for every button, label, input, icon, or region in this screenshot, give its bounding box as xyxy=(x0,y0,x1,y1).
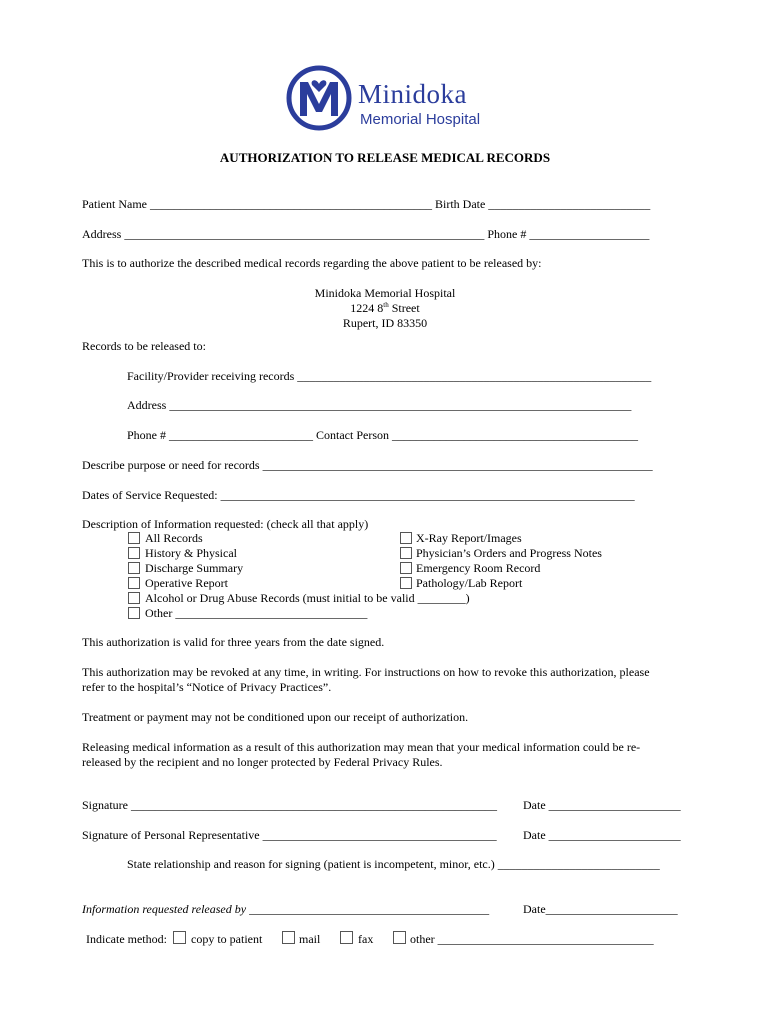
facility-address-field[interactable]: Address _____________________________________________________________________________ xyxy=(127,398,632,412)
checkbox-emergency-room[interactable] xyxy=(400,562,412,574)
revoke-text-line1: This authorization may be revoked at any time, in writing. For instructions on how to revoke this authorization, please xyxy=(82,665,650,679)
purpose-field[interactable]: Describe purpose or need for records _________________________________________________________________ xyxy=(82,458,653,472)
logo-subtitle: Memorial Hospital xyxy=(360,111,481,128)
logo-mark-icon xyxy=(286,64,354,132)
checkbox-other[interactable] xyxy=(128,607,140,619)
released-to-label: Records to be released to: xyxy=(82,339,206,353)
dates-of-service-field[interactable]: Dates of Service Requested: _____________________________________________________________________ xyxy=(82,488,635,502)
checkbox-xray[interactable] xyxy=(400,532,412,544)
checklist-label: Alcohol or Drug Abuse Records (must initial to be valid ________) xyxy=(145,591,470,605)
checkbox-physician-orders[interactable] xyxy=(400,547,412,559)
intro-text: This is to authorize the described medical records regarding the above patient to be released by: xyxy=(82,256,542,270)
checklist-label[interactable]: Other ________________________________ xyxy=(145,606,368,620)
method-option-label[interactable]: other ____________________________________ xyxy=(410,932,654,946)
checkbox-other-method[interactable] xyxy=(393,931,406,944)
hospital-logo xyxy=(286,64,496,132)
method-option-label: mail xyxy=(299,932,321,946)
checklist-label: Physician’s Orders and Progress Notes xyxy=(416,546,602,560)
released-by-label: Information requested released by xyxy=(82,902,247,916)
signature-field[interactable]: Signature _____________________________________________________________ xyxy=(82,798,497,812)
checkbox-mail[interactable] xyxy=(282,931,295,944)
checkbox-history-physical[interactable] xyxy=(128,547,140,559)
revoke-text-line2: refer to the hospital’s “Notice of Privacy Practices”. xyxy=(82,680,332,694)
method-option-label: copy to patient xyxy=(191,932,263,946)
method-label: Indicate method: xyxy=(86,932,167,946)
hospital-city: Rupert, ID 83350 xyxy=(342,316,428,330)
phone-contact-field[interactable]: Phone # ________________________ Contact Person _________________________________________ xyxy=(127,428,638,442)
patient-name-field[interactable]: Patient Name _______________________________________________ Birth Date ___________________________ xyxy=(82,197,651,211)
checkbox-all-records[interactable] xyxy=(128,532,140,544)
facility-field[interactable]: Facility/Provider receiving records ___________________________________________________________ xyxy=(127,369,652,383)
representative-date-field[interactable]: Date ______________________ xyxy=(523,828,681,842)
checkbox-discharge-summary[interactable] xyxy=(128,562,140,574)
signature-date-field[interactable]: Date ______________________ xyxy=(523,798,681,812)
hospital-street: 1224 8th Street xyxy=(350,301,420,315)
checkbox-fax[interactable] xyxy=(340,931,353,944)
validity-text: This authorization is valid for three years from the date signed. xyxy=(82,635,385,649)
checklist-label: Emergency Room Record xyxy=(416,561,541,575)
release-text-line2: released by the recipient and no longer protected by Federal Privacy Rules. xyxy=(82,755,443,769)
checklist-label: Pathology/Lab Report xyxy=(416,576,523,590)
checklist-label: Operative Report xyxy=(145,576,228,590)
logo-name: Minidoka xyxy=(358,79,467,109)
checklist-label: History & Physical xyxy=(145,546,237,560)
checkbox-operative-report[interactable] xyxy=(128,577,140,589)
checkbox-copy-to-patient[interactable] xyxy=(173,931,186,944)
address-field[interactable]: Address ____________________________________________________________ Phone # ____________________ xyxy=(82,227,650,241)
description-label: Description of Information requested: (check all that apply) xyxy=(82,517,369,531)
relationship-field[interactable]: State relationship and reason for signing (patient is incompetent, minor, etc.) ___________________________ xyxy=(127,857,660,871)
treatment-text: Treatment or payment may not be conditioned upon our receipt of authorization. xyxy=(82,710,469,724)
checkbox-alcohol-drug[interactable] xyxy=(128,592,140,604)
checklist-label: X-Ray Report/Images xyxy=(416,531,522,545)
checklist-label: Discharge Summary xyxy=(145,561,244,575)
checklist-label: All Records xyxy=(145,531,203,545)
representative-signature-field[interactable]: Signature of Personal Representative _______________________________________ xyxy=(82,828,497,842)
checkbox-pathology-lab[interactable] xyxy=(400,577,412,589)
released-by-date-field[interactable]: Date______________________ xyxy=(523,902,678,916)
form-title: AUTHORIZATION TO RELEASE MEDICAL RECORDS xyxy=(219,150,551,165)
method-option-label: fax xyxy=(358,932,374,946)
release-text-line1: Releasing medical information as a result of this authorization may mean that your medical information could be re- xyxy=(82,740,641,754)
hospital-name: Minidoka Memorial Hospital xyxy=(314,286,456,300)
released-by-field[interactable]: Information requested released by ________________________________________ xyxy=(82,902,490,916)
